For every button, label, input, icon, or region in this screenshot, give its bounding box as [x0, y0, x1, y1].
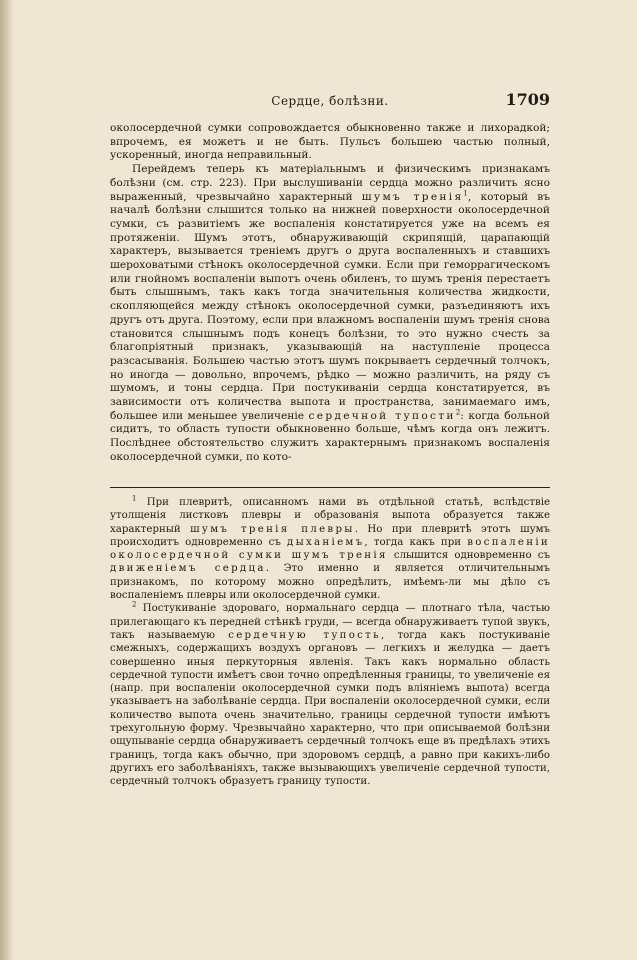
paragraph-1-text: околосердечной сумки сопровождается обыкновенно также и лихорадкой; впрочемъ, ея можетъ и не быть. Пульсъ большею частью полный, ускоренный, иногда неправильный.	[110, 122, 550, 162]
paragraph-2-text-c: : когда больной сидитъ, то область тупости обыкновенно больше, чѣмъ когда онъ лежитъ. Послѣднее обстоятельство служитъ характернымъ признакомъ воспаленія околосердечной сумки, по кото-	[110, 409, 550, 463]
footnote-1-emphasis-2: дыханіемъ	[287, 536, 365, 548]
paragraph-1	[110, 122, 550, 163]
main-text	[110, 122, 550, 465]
paragraph-2-text-b: , который въ началѣ болѣзни слышится только на нижней поверхности околосердечной сумки, съ развитіемъ же воспаленія констатируется уже на всемъ ея протяженіи. Шумъ этотъ, обнаруживающій скрипящій, царапающій характеръ, вызывается треніемъ другъ о друга воспаленныхъ и ставшихъ шероховатыми стѣнокъ околосердечной сумки. Если при геморрагическомъ или гнойномъ воспаленіи выпотъ очень обиленъ, то шумъ тренія перестаетъ быть слышнымъ, такъ какъ тогда значительныя количества жидкости, скопляющейся между стѣнокъ околосердечной сумки, разъединяютъ ихъ другъ отъ друга. Поэтому, если при влажномъ воспаленіи шумъ тренія снова становится слышнымъ подъ конецъ болѣзни, то это нужно счесть за благопріятный признакъ, указывающій на наступленіе процесса разсасыванія. Большею частью этотъ шумъ покрываетъ сердечный толчокъ, но иногда — довольно, впрочемъ, рѣдко — можно различить, на ряду съ шумомъ, и тоны сердца. При постукиваніи сердца констатируется, въ зависимости отъ количества выпота и пространства, занимаемаго имъ, большее или меньшее увеличеніе	[110, 190, 550, 422]
footnote-2-text-a: Постукиваніе здороваго, нормальнаго сердца — плотнаго тѣла, частью прилегающаго къ передней стѣнкѣ груди, — всегда обнаруживаетъ тупой звукъ, такъ называемую	[110, 603, 550, 641]
paragraph-2	[110, 163, 550, 464]
paragraph-2-text-a: Перейдемъ теперь къ матеріальнымъ и физическимъ признакамъ болѣзни (см. стр. 223). При выслушиваніи сердца можно различить ясно выраженный, чрезвычайно характерный	[110, 163, 550, 203]
footnote-1-emphasis-1: шумъ тренія плевры	[190, 523, 355, 535]
footnote-1-text-b: . Но при плевритѣ этотъ шумъ происходитъ одновременно съ	[110, 523, 550, 548]
footnote-1-text-c: , тогда какъ при	[364, 536, 468, 548]
emphasis-friction-sound: шумъ тренія	[361, 190, 464, 203]
page-number: 1709	[505, 90, 550, 109]
footnote-2-emphasis-1: сердечную тупость	[228, 629, 381, 641]
footnote-ref-1[interactable]: 1	[463, 188, 468, 197]
footnote-1-number: 1	[132, 494, 137, 503]
emphasis-cardiac-dullness: сердечной тупости	[308, 409, 456, 422]
footnote-1-text-a: При плевритѣ, описанномъ нами въ отдѣльной статьѣ, вслѣдствіе утолщенія листковъ плевры и образованія выпота образуется также характерный	[110, 497, 550, 535]
footnote-2-number: 2	[132, 600, 137, 609]
footnote-ref-2[interactable]: 2	[455, 408, 461, 417]
running-title: Сердце, болѣзни.	[271, 94, 389, 108]
footnote-1-emphasis-3: воспаленіи околосердечной сумки шумъ тренія	[110, 536, 550, 562]
running-head	[110, 92, 550, 112]
footnote-2	[110, 602, 550, 788]
footnote-1-text-e: . Это именно и является отличительнымъ признакомъ, по которому можно опредѣлить, имѣемъ-ли мы дѣло съ воспаленіемъ плевры или околосердечной сумки.	[110, 563, 550, 602]
footnote-1-emphasis-4: движеніемъ сердца	[110, 563, 266, 575]
footnote-divider	[110, 487, 550, 488]
footnote-1	[110, 496, 550, 602]
footnote-2-text-b: , тогда какъ постукиваніе смежныхъ, содержащихъ воздухъ органовъ — легкихъ и желудка — даетъ совершенно иныя перкуторныя явленія. Такъ какъ нормально область сердечной тупости имѣетъ свои точно опредѣленныя границы, то увеличеніе ея (напр. при воспаленіи околосердечной сумки подъ вліяніемъ выпота) всегда указываетъ на заболѣваніе сердца. При воспаленіи околосердечной сумки, если количество выпота очень значительно, границы сердечной тупости имѣютъ трехугольную форму. Чрезвычайно характерно, что при описываемой болѣзни ощупываніе сердца обнаруживаетъ сердечный толчокъ еще въ предѣлахъ этихъ границъ, тогда какъ обычно, при здоровомъ сердцѣ, а равно при какихъ-либо другихъ его заболѣваніяхъ, также вызывающихъ увеличеніе сердечной тупости, сердечный толчокъ образуетъ границу тупости.	[110, 629, 550, 788]
footnote-1-text-d: слышится одновременно съ	[387, 550, 550, 562]
footnotes	[110, 496, 550, 789]
